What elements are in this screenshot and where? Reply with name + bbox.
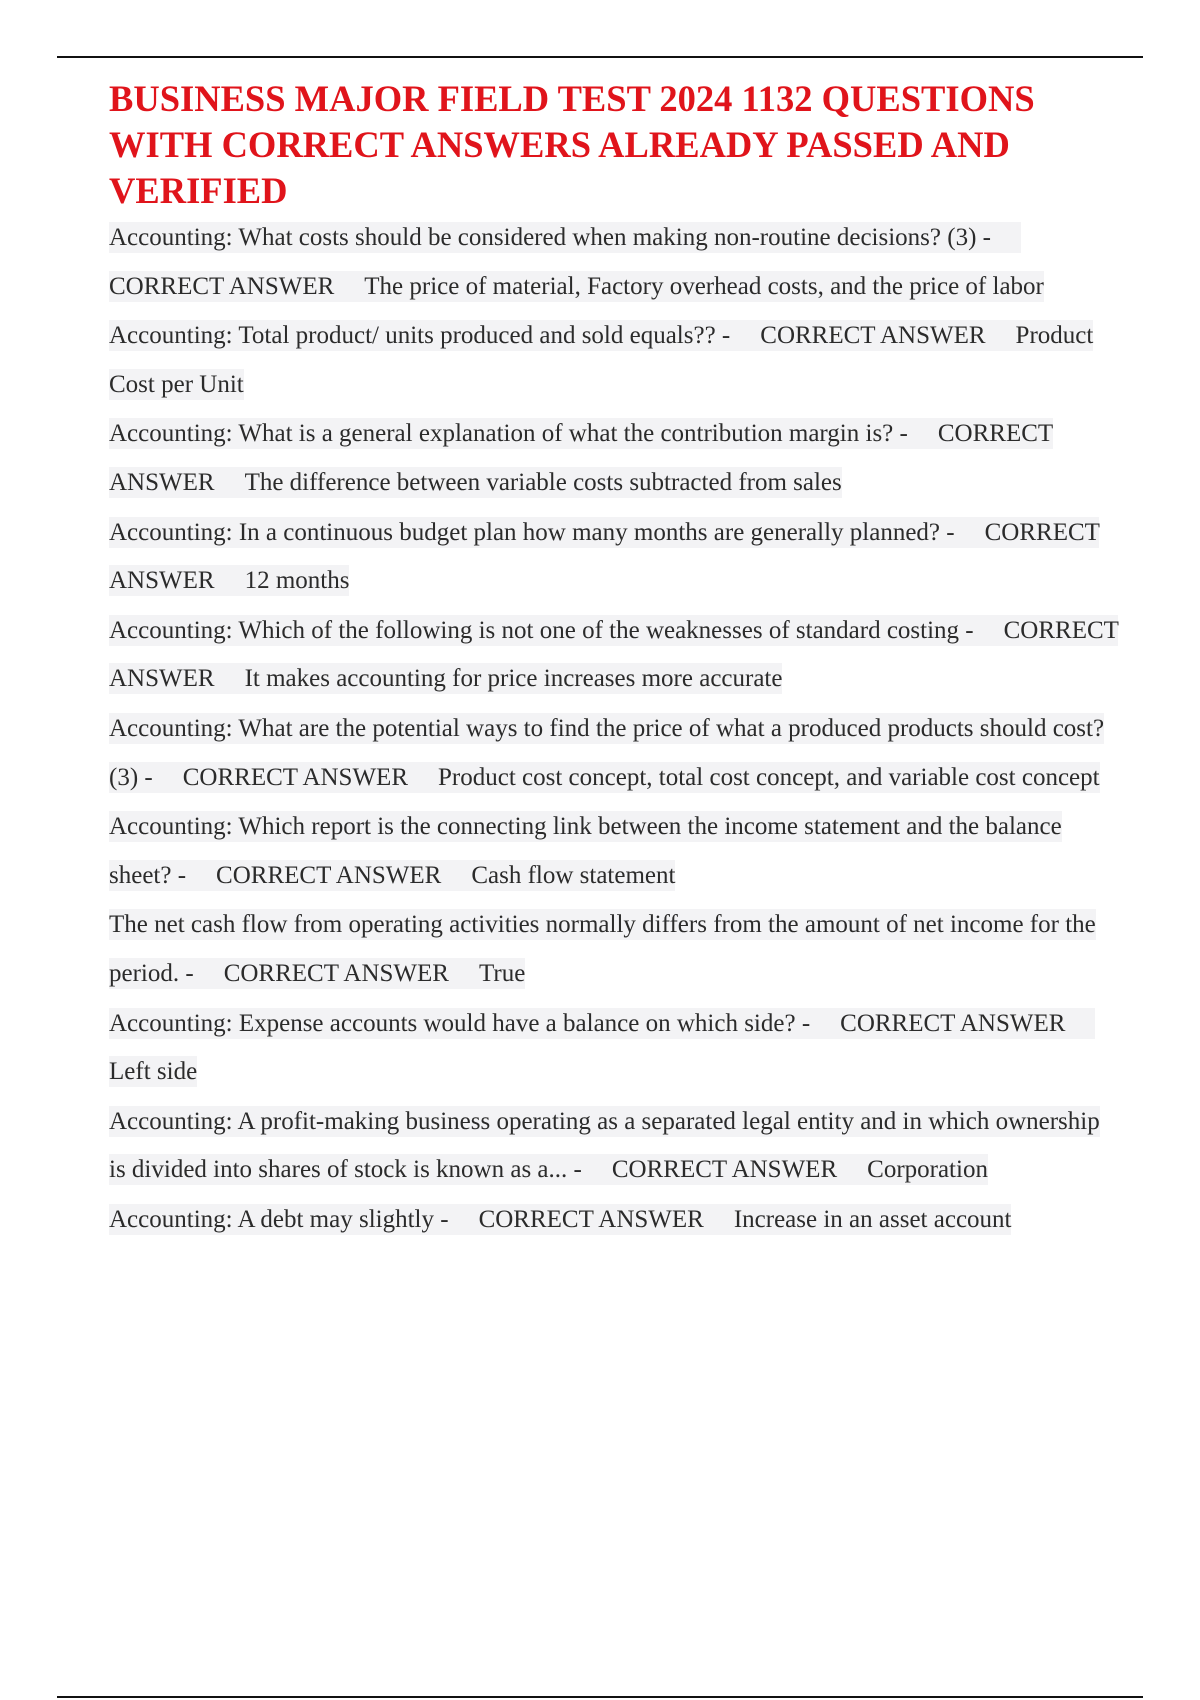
- answer-text: True: [478, 959, 526, 987]
- qa-list: [109, 214, 1119, 1244]
- answer-marker: CORRECT ANSWER: [109, 420, 1053, 496]
- question-text: The net cash flow from operating activities normally differs from the amount of net income for the period. -: [109, 911, 1096, 987]
- qa-item: [109, 1000, 1119, 1097]
- answer-marker: CORRECT ANSWER: [478, 1205, 704, 1233]
- answer-marker: CORRECT ANSWER: [223, 959, 449, 987]
- question-text: Accounting: A profit-making business operating as a separated legal entity and in which ownership is divided into shares of stock is known as a... -: [109, 1107, 1100, 1184]
- answer-marker: CORRECT ANSWER: [109, 272, 335, 300]
- qa-item: [109, 705, 1119, 802]
- question-text: Accounting: Expense accounts would have a balance on which side? -: [109, 1009, 811, 1037]
- answer-marker: CORRECT ANSWER: [109, 518, 1100, 595]
- qa-item: [109, 312, 1119, 409]
- question-text: Accounting: A debt may slightly -: [109, 1205, 449, 1233]
- document-title: BUSINESS MAJOR FIELD TEST 2024 1132 QUESTIONS WITH CORRECT ANSWERS ALREADY PASSED AND VERIFIED: [109, 78, 1035, 211]
- top-rule: [57, 56, 1143, 58]
- question-text: Accounting: In a continuous budget plan how many months are generally planned? -: [109, 518, 955, 546]
- answer-text: Cash flow statement: [471, 861, 676, 889]
- answer-text: Increase in an asset account: [733, 1205, 1012, 1233]
- answer-text: Left side: [109, 1058, 198, 1086]
- question-text: Accounting: What are the potential ways to find the price of what a produced products should cost? (3) -: [109, 714, 1105, 791]
- answer-marker: CORRECT ANSWER: [760, 322, 986, 350]
- answer-marker: CORRECT ANSWER: [840, 1009, 1066, 1037]
- answer-text: The price of material, Factory overhead costs, and the price of labor: [364, 272, 1044, 300]
- answer-text: The difference between variable costs subtracted from sales: [244, 468, 842, 496]
- qa-item: [109, 214, 1119, 311]
- question-text: Accounting: Which report is the connecting link between the income statement and the balance sheet? -: [109, 813, 1062, 889]
- question-text: Accounting: What is a general explanation of what the contribution margin is? -: [109, 420, 908, 448]
- bottom-rule: [57, 1696, 1143, 1698]
- answer-marker: CORRECT ANSWER: [216, 861, 442, 889]
- question-text: Accounting: Total product/ units produced and sold equals?? -: [109, 322, 731, 350]
- answer-marker: CORRECT ANSWER: [611, 1156, 838, 1184]
- question-text: Accounting: What costs should be considered when making non-routine decisions? (3) -: [109, 224, 991, 251]
- qa-item: [109, 410, 1119, 507]
- answer-text: It makes accounting for price increases more accurate: [244, 665, 783, 693]
- qa-item: [109, 901, 1119, 998]
- answer-text: 12 months: [244, 567, 350, 595]
- qa-item: [109, 509, 1119, 606]
- qa-item: [109, 1196, 1119, 1245]
- qa-item: [109, 1098, 1119, 1195]
- question-text: Accounting: Which of the following is not one of the weaknesses of standard costing -: [109, 616, 974, 644]
- answer-text: Product cost concept, total cost concept, and variable cost concept: [438, 763, 1100, 791]
- answer-marker: CORRECT ANSWER: [182, 763, 409, 791]
- answer-marker: CORRECT ANSWER: [109, 616, 1119, 693]
- page-content: [109, 76, 1119, 1245]
- qa-item: [109, 803, 1119, 900]
- answer-text: Product Cost per Unit: [109, 322, 1094, 398]
- answer-text: Corporation: [867, 1156, 988, 1184]
- qa-item: [109, 607, 1119, 704]
